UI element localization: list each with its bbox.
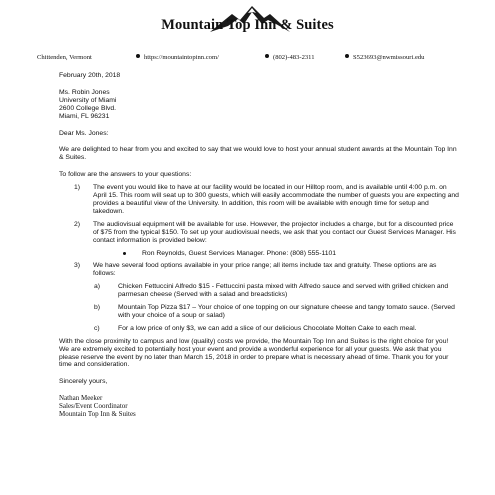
recipient-line: University of Miami — [59, 96, 117, 104]
answer-item — [59, 262, 459, 278]
food-option — [59, 283, 459, 299]
option-text: Mountain Top Pizza $17 – Your choice of one topping on our signature cheese and tangy tomato sauce. (Served with your choice of a soup or salad) — [118, 304, 455, 319]
salutation: Dear Ms. Jones: — [59, 129, 109, 137]
food-option — [59, 304, 459, 320]
letter-body — [59, 72, 459, 419]
signature-company: Mountain Top Inn & Suites — [59, 410, 136, 419]
item-text: We have several food options available in your price range; all items include tax and gratuity. These options are as follows: — [93, 262, 437, 278]
bullet-icon — [123, 252, 126, 255]
item-number: 3) — [74, 262, 81, 270]
bullet-icon — [345, 54, 349, 58]
letterhead-email[interactable]: S523693@nwmissouri.edu — [345, 54, 424, 61]
letterhead-phone: (802)-483-2311 — [265, 54, 315, 61]
contact-bullet: Ron Reynolds, Guest Services Manager. Phone: (808) 555-1101 — [59, 250, 459, 258]
option-letter: a) — [94, 283, 101, 291]
item-number: 2) — [74, 220, 81, 228]
item-text: The event you would like to have at our facility would be located in our Hilltop room, and is available until 4:00 p.m. on April 15. This room will seat up to 300 guests, which will easily accommodate the number of guests you are expecting and provides a beautiful view of the University. In addition, this room will be available with enough time for setup and takedown. — [93, 184, 459, 215]
letter-date: February 20th, 2018 — [59, 72, 121, 79]
answers-lead: To follow are the answers to your questions: — [59, 171, 192, 179]
option-text: Chicken Fettuccini Alfredo $15 - Fettuccini pasta mixed with Alfredo sauce and served with grilled chicken and parmesan cheese (Served with a salad and breadsticks) — [118, 283, 449, 299]
bullet-icon — [265, 54, 269, 58]
signature-name: Nathan Meeker — [59, 394, 103, 403]
food-option — [59, 325, 459, 333]
signoff: Sincerely yours, — [59, 378, 108, 386]
letterhead-website[interactable]: https://mountaintopinn.com/ — [136, 54, 219, 61]
option-letter: b) — [94, 304, 101, 312]
brand-name: Mountain Top Inn & Suites — [161, 17, 334, 33]
recipient-line: Miami, FL 96231 — [59, 112, 110, 120]
item-text: The audiovisual equipment will be available for use. However, the projector includes a charge, but for a discounted price of $75 from the typical $150. To set up your audiovisual needs, we ask that you contact our Guest Services Manager. His contact information is provided below: — [93, 220, 456, 244]
option-text: For a low price of only $3, we can add a slice of our delicious Chocolate Molten Cake to each meal. — [118, 324, 417, 332]
bullet-icon — [136, 54, 140, 58]
answer-item — [59, 221, 459, 245]
signature-title: Sales/Event Coordinator — [59, 402, 128, 411]
item-number: 1) — [74, 184, 81, 192]
recipient-line: 2600 College Blvd. — [59, 104, 117, 112]
closing-paragraph: With the close proximity to campus and low (quality) costs we provide, the Mountain Top Inn and Suites is the right choice for you! We are extremely excited to potentially host your event and provide a wonderful experience for all your guests. We ask that you please reserve the event by no later than March 15, 2018 in order to prepare what is necessary ahead of time. Thank you for your time and consideration. — [59, 337, 449, 369]
answer-item — [59, 184, 459, 216]
intro-paragraph: We are delighted to hear from you and excited to say that we would love to host your annual student awards at the Mountain Top Inn & Suites. — [59, 146, 457, 162]
recipient-line: Ms. Robin Jones — [59, 88, 110, 96]
letterhead-location: Chittenden, Vermont — [37, 54, 92, 61]
option-letter: c) — [94, 324, 100, 332]
